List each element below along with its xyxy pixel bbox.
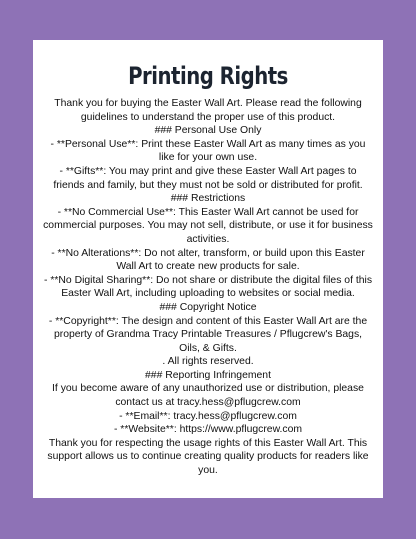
heading-restrictions: ### Restrictions [170,193,246,205]
no-alterations-item: - **No Alterations**: Do not alter, transform, or build upon this Easter Wall Art to create new products for sale. [51,247,365,273]
rights-reserved: . All rights reserved. [162,356,254,368]
reporting-paragraph: If you become aware of any unauthorized use or distribution, please contact us at tracy.hess@pflugcrew.com [52,383,364,409]
closing-paragraph: Thank you for respecting the usage rights of this Easter Wall Art. This support allows us to continue creating quality products for readers like you. [47,437,369,477]
intro-paragraph: Thank you for buying the Easter Wall Art. Please read the following guidelines to understand the proper use of this product. [54,98,362,123]
document-body [43,97,373,478]
gifts-item: - **Gifts**: You may print and give these Easter Wall Art pages to friends and family, but they must not be sold or distributed for profit. [53,165,363,191]
copyright-item: - **Copyright**: The design and content of this Easter Wall Art are the property of Grandma Tracy Printable Treasures / Pflugcrew's Bags, Oils, & Gifts. [48,315,368,354]
email-item: - **Email**: tracy.hess@pflugcrew.com [119,410,297,422]
website-item: - **Website**: https://www.pflugcrew.com [113,424,303,436]
no-digital-sharing-item: - **No Digital Sharing**: Do not share or distribute the digital files of this Easter Wall Art, including uploading to websites or social media. [43,274,373,300]
personal-use-item: - **Personal Use**: Print these Easter Wall Art as many times as you like for your own use. [50,138,366,164]
page-title: Printing Rights [128,62,288,90]
heading-personal-use: ### Personal Use Only [154,125,262,137]
no-commercial-use-item: - **No Commercial Use**: This Easter Wall Art cannot be used for commercial purposes. You may not sell, distribute, or use it for business activities. [43,206,373,245]
document-sheet [33,40,383,498]
heading-copyright: ### Copyright Notice [159,301,257,313]
heading-reporting: ### Reporting Infringement [145,369,271,381]
